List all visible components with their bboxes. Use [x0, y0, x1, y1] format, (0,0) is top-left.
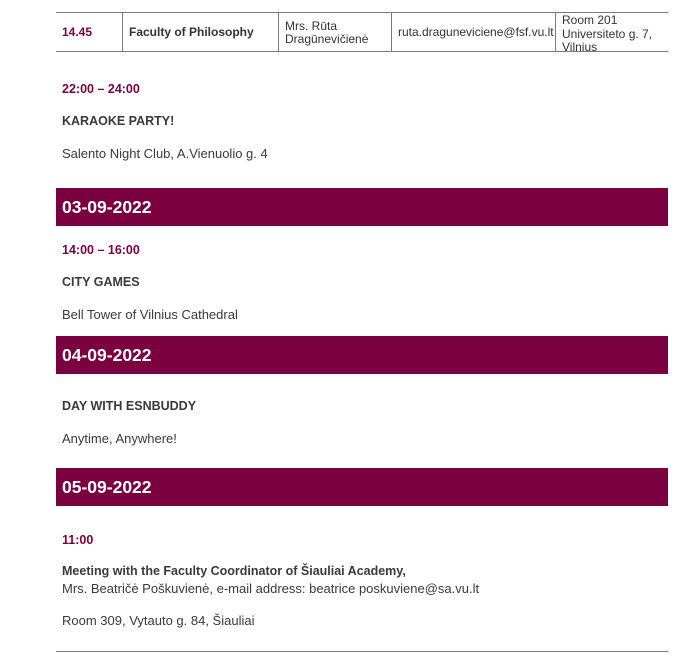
table-faculty-cell: Faculty of Philosophy [122, 13, 278, 52]
karaoke-time: 22:00 – 24:00 [62, 82, 140, 96]
meeting-title: Meeting with the Faculty Coordinator of Šiauliai Academy, [62, 564, 406, 578]
room-line2: Universiteto g. 7, [562, 26, 653, 41]
day-header-05-09: 05-09-2022 [56, 468, 668, 506]
city-games-location: Bell Tower of Vilnius Cathedral [62, 307, 238, 322]
esnbuddy-location: Anytime, Anywhere! [62, 431, 177, 446]
karaoke-location: Salento Night Club, A.Vienuolio g. 4 [62, 146, 268, 161]
karaoke-title: KARAOKE PARTY! [62, 114, 175, 128]
bottom-divider [56, 651, 668, 652]
day-header-03-09: 03-09-2022 [56, 188, 668, 226]
meeting-contact: Mrs. Beatričė Poškuvienė, e-mail address: beatrice poskuviene@sa.vu.lt [62, 581, 480, 596]
table-room-cell [555, 13, 668, 52]
table-time-cell: 14.45 [62, 25, 93, 39]
schedule-table-row [56, 12, 668, 52]
table-person-cell [278, 13, 391, 52]
city-games-time: 14:00 – 16:00 [62, 243, 140, 257]
table-email-cell: ruta.draguneviciene@fsf.vu.lt [391, 13, 555, 52]
room-line1: Room 201 [562, 13, 618, 27]
meeting-location: Room 309, Vytauto g. 84, Šiauliai [62, 613, 255, 628]
meeting-time: 11:00 [62, 533, 94, 547]
room-line3: Vilnius [562, 40, 598, 54]
city-games-title: CITY GAMES [62, 275, 140, 289]
person-name-line2: Dragūnevičienė [285, 31, 369, 46]
day-header-04-09: 04-09-2022 [56, 336, 668, 374]
person-name-line1: Mrs. Rūta [285, 18, 338, 33]
esnbuddy-title: DAY WITH ESNBUDDY [62, 399, 197, 413]
